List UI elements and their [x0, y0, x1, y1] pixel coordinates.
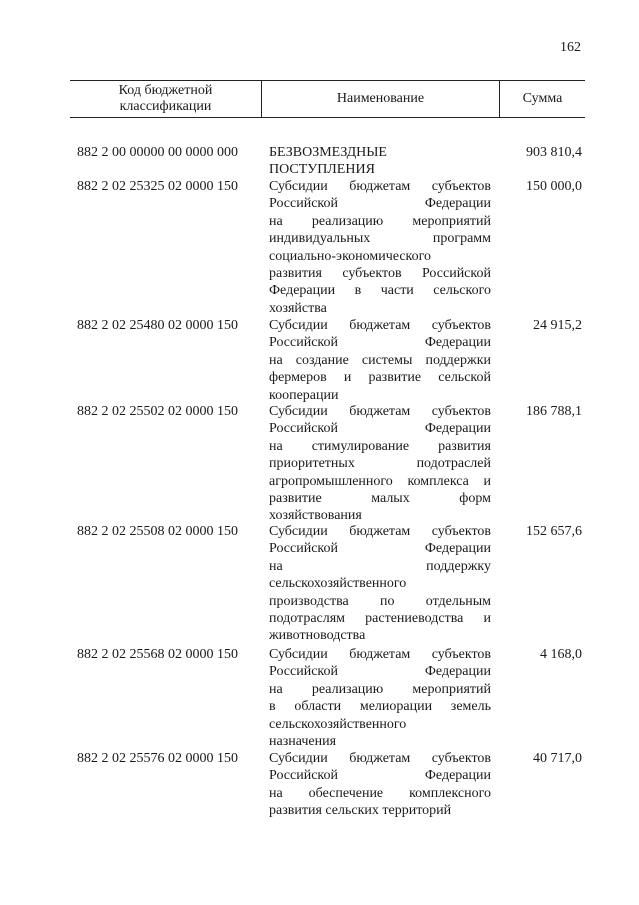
table-header	[70, 80, 585, 118]
item-name	[269, 403, 491, 525]
item-name-line: в области мелиорации земель	[269, 699, 491, 715]
item-name-line: на реализацию мероприятий	[269, 681, 491, 697]
item-name-line: развития субъектов Российской	[269, 265, 491, 281]
item-sum: 40 717,0	[533, 751, 582, 766]
item-name-line: социально-экономического	[269, 248, 432, 264]
item-name-line: на обеспечение комплексного	[269, 785, 491, 801]
item-name-line: развития сельских территорий	[269, 803, 452, 819]
budget-code: 882 2 02 25568 02 0000 150	[77, 647, 238, 662]
item-name-line: фермеров и развитие сельской	[269, 370, 491, 386]
item-name	[269, 144, 491, 179]
item-sum: 4 168,0	[540, 647, 582, 662]
item-name-line: на стимулирование развития	[269, 438, 491, 454]
item-name	[269, 750, 491, 820]
item-name	[269, 317, 491, 404]
item-name-line: Субсидии бюджетам субъектов	[269, 751, 491, 766]
item-name-line: Российской Федерации	[269, 664, 491, 680]
item-name-line: Субсидии бюджетам субъектов	[269, 318, 491, 333]
item-name-line: приоритетных подотраслей	[269, 456, 491, 472]
budget-code: 882 2 02 25325 02 0000 150	[77, 179, 238, 194]
item-name-line: хозяйства	[269, 300, 327, 316]
header-code-line1: Код бюджетной	[118, 83, 213, 98]
item-sum: 24 915,2	[533, 318, 582, 333]
item-sum: 152 657,6	[526, 524, 582, 539]
item-name-line: на реализацию мероприятий	[269, 213, 491, 229]
item-name-line: на создание системы поддержки	[269, 352, 491, 368]
item-sum: 186 788,1	[526, 404, 582, 419]
item-name-line: Субсидии бюджетам субъектов	[269, 524, 491, 539]
item-name-line: Субсидии бюджетам субъектов	[269, 647, 491, 662]
budget-code: 882 2 02 25508 02 0000 150	[77, 524, 238, 539]
item-name	[269, 523, 491, 645]
item-name-line: сельскохозяйственного	[269, 576, 407, 592]
item-name-line: хозяйствования	[269, 508, 362, 524]
item-name	[269, 178, 491, 317]
item-name-line: назначения	[269, 733, 337, 749]
item-name-line: сельскохозяйственного	[269, 716, 407, 732]
budget-code: 882 2 02 25480 02 0000 150	[77, 318, 238, 333]
item-name-line: производства по отдельным	[269, 593, 491, 609]
item-name-line: Российской Федерации	[269, 196, 491, 212]
item-name-line: индивидуальных программ	[269, 231, 491, 247]
item-name-line: Субсидии бюджетам субъектов	[269, 179, 491, 194]
header-code-line2: классификации	[119, 99, 212, 114]
item-name-line: Субсидии бюджетам субъектов	[269, 404, 491, 419]
header-code-column	[70, 81, 262, 117]
item-name-line: ПОСТУПЛЕНИЯ	[269, 162, 375, 178]
item-name-line: на поддержку	[269, 558, 491, 574]
item-name-line: животноводства	[269, 628, 366, 644]
item-sum: 903 810,4	[526, 145, 582, 160]
budget-code: 882 2 00 00000 00 0000 000	[77, 145, 238, 160]
item-name-line: кооперации	[269, 387, 339, 403]
item-name-line: Федерации в части сельского	[269, 283, 491, 299]
item-name-line: БЕЗВОЗМЕЗДНЫЕ	[269, 145, 387, 160]
budget-code: 882 2 02 25576 02 0000 150	[77, 751, 238, 766]
item-name-line: Российской Федерации	[269, 541, 491, 557]
header-name-column: Наименование	[262, 81, 500, 117]
item-name-line: Российской Федерации	[269, 335, 491, 351]
item-sum: 150 000,0	[526, 179, 582, 194]
item-name-line: развитие малых форм	[269, 490, 491, 506]
budget-code: 882 2 02 25502 02 0000 150	[77, 404, 238, 419]
item-name-line: Российской Федерации	[269, 768, 491, 784]
item-name-line: Российской Федерации	[269, 421, 491, 437]
item-name	[269, 646, 491, 750]
item-name-line: подотраслям растениеводства и	[269, 610, 491, 626]
item-name-line: агропромышленного комплекса и	[269, 473, 491, 489]
page-number: 162	[560, 40, 581, 55]
header-sum-column: Сумма	[522, 91, 563, 106]
